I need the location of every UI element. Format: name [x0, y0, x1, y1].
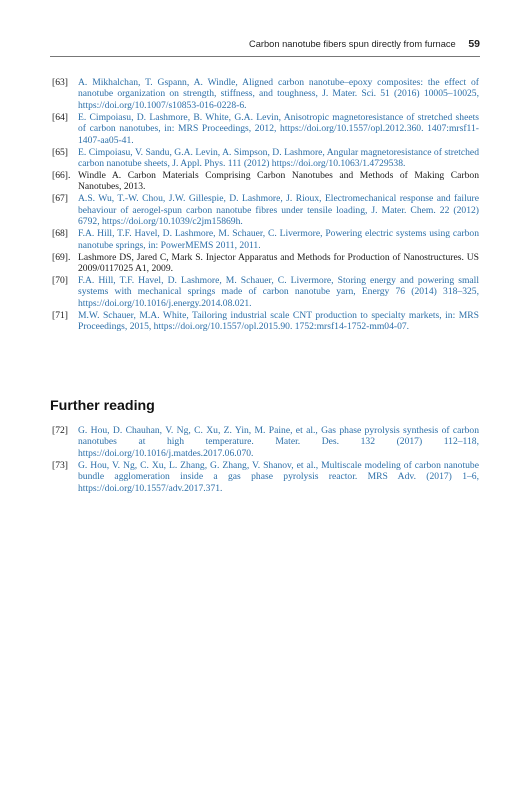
reference-number: [65]	[52, 146, 68, 158]
reference-item	[52, 147, 479, 170]
reference-number: [63]	[52, 77, 68, 88]
reference-item	[52, 193, 479, 227]
reference-number: [68]	[52, 228, 68, 240]
reference-link[interactable]: F.A. Hill, T.F. Havel, D. Lashmore, M. Schauer, C. Livermore, Storing energy and powering small systems with mechanical springs made of carbon nanotube yarn, Energy 76 (2014) 318–325, https://doi.org/10.1016/j.energy.2014.08.021.	[78, 275, 479, 309]
reference-link[interactable]: E. Cimpoiasu, V. Sandu, G.A. Levin, A. Simpson, D. Lashmore, Angular magnetoresistance of stretched carbon nanotube sheets, J. Appl. Phys. 111 (2012) https://doi.org/10.1063/1.4729538.	[78, 146, 479, 170]
reference-number: [71]	[52, 309, 68, 321]
reference-item	[52, 425, 479, 459]
reference-link[interactable]: G. Hou, D. Chauhan, V. Ng, C. Xu, Z. Yin, M. Paine, et al., Gas phase pyrolysis synthesis of carbon nanotubes at high temperature. Mater. Des. 132 (2017) 112–118, https://doi.org/10.1016/j.matdes.2017.06.070.	[78, 425, 479, 459]
reference-item	[52, 228, 479, 251]
reference-list	[52, 77, 479, 333]
reference-number: [70]	[52, 275, 68, 287]
running-title: Carbon nanotube fibers spun directly from furnace	[249, 39, 456, 49]
reference-link[interactable]: A.S. Wu, T.-W. Chou, J.W. Gillespie, D. Lashmore, J. Rioux, Electromechanical response and failure behaviour of aerogel-spun carbon nanotube fibres under tensile loading, J. Mater. Chem. 22 (2012) 6792, https://doi.org/10.1039/c2jm15869h.	[78, 193, 479, 228]
reference-item	[52, 460, 479, 494]
reference-item	[52, 275, 479, 309]
reference-item	[52, 77, 479, 111]
reference-item	[52, 112, 479, 146]
reference-text: Windle A. Carbon Materials Comprising Carbon Nanotubes and Methods of Making Carbon Nanotubes, 2013.	[78, 170, 479, 193]
reference-link[interactable]: F.A. Hill, T.F. Havel, D. Lashmore, M. Schauer, C. Livermore, Powering electric systems using carbon nanotube springs, in: PowerMEMS 2011, 2011.	[78, 228, 479, 251]
reference-item	[52, 170, 479, 193]
reference-number: [69].	[52, 251, 71, 263]
reference-link[interactable]: G. Hou, V. Ng, C. Xu, L. Zhang, G. Zhang, V. Shanov, et al., Multiscale modeling of carbon nanotube bundle agglomeration inside a gas phase pyrolysis reactor. MRS Adv. (2017) 1–6, https://doi.org/10.1557/adv.2017.371.	[78, 459, 479, 494]
section-title-further-reading: Further reading	[50, 398, 155, 414]
reference-link[interactable]: M.W. Schauer, M.A. White, Tailoring industrial scale CNT production to specialty markets, in: MRS Proceedings, 2015, https://doi.org/10.1557/opl.2015.90. 1752:mrsf14-1752-mm04-07.	[78, 309, 479, 333]
reference-number: [67]	[52, 193, 68, 205]
reference-item	[52, 310, 479, 333]
reference-text: Lashmore DS, Jared C, Mark S. Injector Apparatus and Methods for Production of Nanostructures. US 2009/0117025 A1, 2009.	[78, 251, 479, 275]
reference-number: [72]	[52, 425, 68, 436]
header-rule	[50, 56, 480, 57]
running-header	[249, 38, 480, 50]
reference-link[interactable]: E. Cimpoiasu, D. Lashmore, B. White, G.A. Levin, Anisotropic magnetoresistance of stretched sheets of carbon nanotubes, in: MRS Proceedings, 2012, https://doi.org/10.1557/opl.2012.360. 1407:mrsf11-1407-aa05-41.	[78, 111, 479, 146]
reference-number: [73]	[52, 459, 68, 471]
reference-item	[52, 252, 479, 275]
further-reading-list	[52, 425, 479, 495]
reference-link[interactable]: A. Mikhalchan, T. Gspann, A. Windle, Aligned carbon nanotube–epoxy composites: the effect of nanotube organization on strength, stiffness, and toughness, J. Mater. Sci. 51 (2016) 10005–10025, https://doi.org/10.1007/s10853-016-0228-6.	[78, 77, 479, 111]
reference-number: [66].	[52, 170, 71, 182]
reference-number: [64]	[52, 111, 68, 123]
page-number: 59	[468, 38, 480, 50]
